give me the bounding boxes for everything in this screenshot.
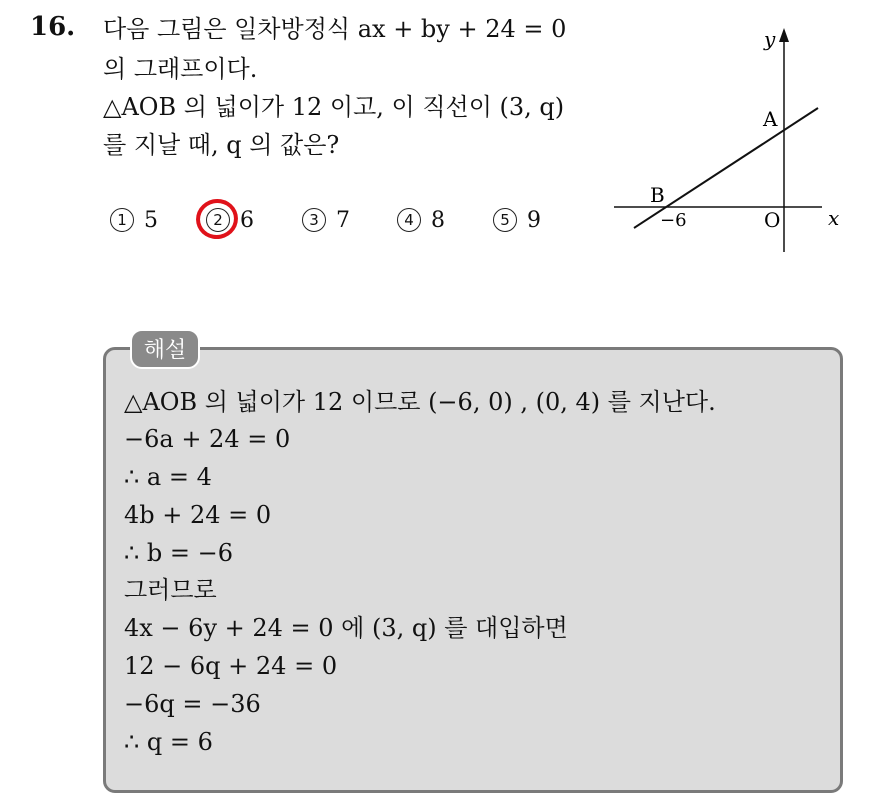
choice-marker-5: 5 <box>493 208 517 232</box>
y-axis-arrow-icon <box>779 28 789 42</box>
solution-line-4: 4b + 24 = 0 <box>124 501 272 529</box>
question-text-line-1: 다음 그림은 일차방정식 ax + by + 24 = 0 <box>103 15 567 43</box>
solution-line-5: ∴ b = −6 <box>124 539 234 567</box>
choice-5[interactable] <box>493 206 541 236</box>
x-axis-label: x <box>828 206 840 230</box>
choice-value-3: 7 <box>336 208 350 233</box>
solution-line-1: △AOB 의 넓이가 12 이므로 (−6, 0) , (0, 4) 를 지난다. <box>124 388 716 416</box>
question-text-line-2: 의 그래프이다. <box>103 55 258 83</box>
point-b-label: B <box>650 183 665 207</box>
solution-tab: 해설 <box>130 329 200 369</box>
choice-value-1: 5 <box>144 208 158 233</box>
question-text-line-4: 를 지날 때, q 의 값은? <box>103 131 340 159</box>
point-a-label: A <box>763 107 778 131</box>
question-number: 16. <box>30 12 76 42</box>
solution-line-10: ∴ q = 6 <box>124 728 213 756</box>
solution-line-9: −6q = −36 <box>124 690 261 718</box>
solution-line-7: 4x − 6y + 24 = 0 에 (3, q) 를 대입하면 <box>124 614 568 642</box>
question-text-line-3: △AOB 의 넓이가 12 이고, 이 직선이 (3, q) <box>103 93 565 121</box>
solution-line-2: −6a + 24 = 0 <box>124 425 291 453</box>
choice-3[interactable] <box>302 206 350 236</box>
choice-marker-3: 3 <box>302 208 326 232</box>
choice-4[interactable] <box>397 206 445 236</box>
origin-label: O <box>764 208 781 232</box>
solution-line-3: ∴ a = 4 <box>124 463 212 491</box>
solution-line-6: 그러므로 <box>124 576 217 604</box>
line-graph <box>600 20 870 270</box>
x-tick-label: −6 <box>660 210 687 231</box>
y-axis-label: y <box>764 27 776 51</box>
choice-value-2: 6 <box>240 208 254 233</box>
solution-line-8: 12 − 6q + 24 = 0 <box>124 652 338 680</box>
choice-1[interactable] <box>110 206 158 236</box>
choice-marker-1: 1 <box>110 208 134 232</box>
choice-value-4: 8 <box>431 208 445 233</box>
answer-choices <box>0 206 600 238</box>
choice-marker-2: 2 <box>206 208 230 232</box>
choice-marker-4: 4 <box>397 208 421 232</box>
choice-value-5: 9 <box>527 208 541 233</box>
